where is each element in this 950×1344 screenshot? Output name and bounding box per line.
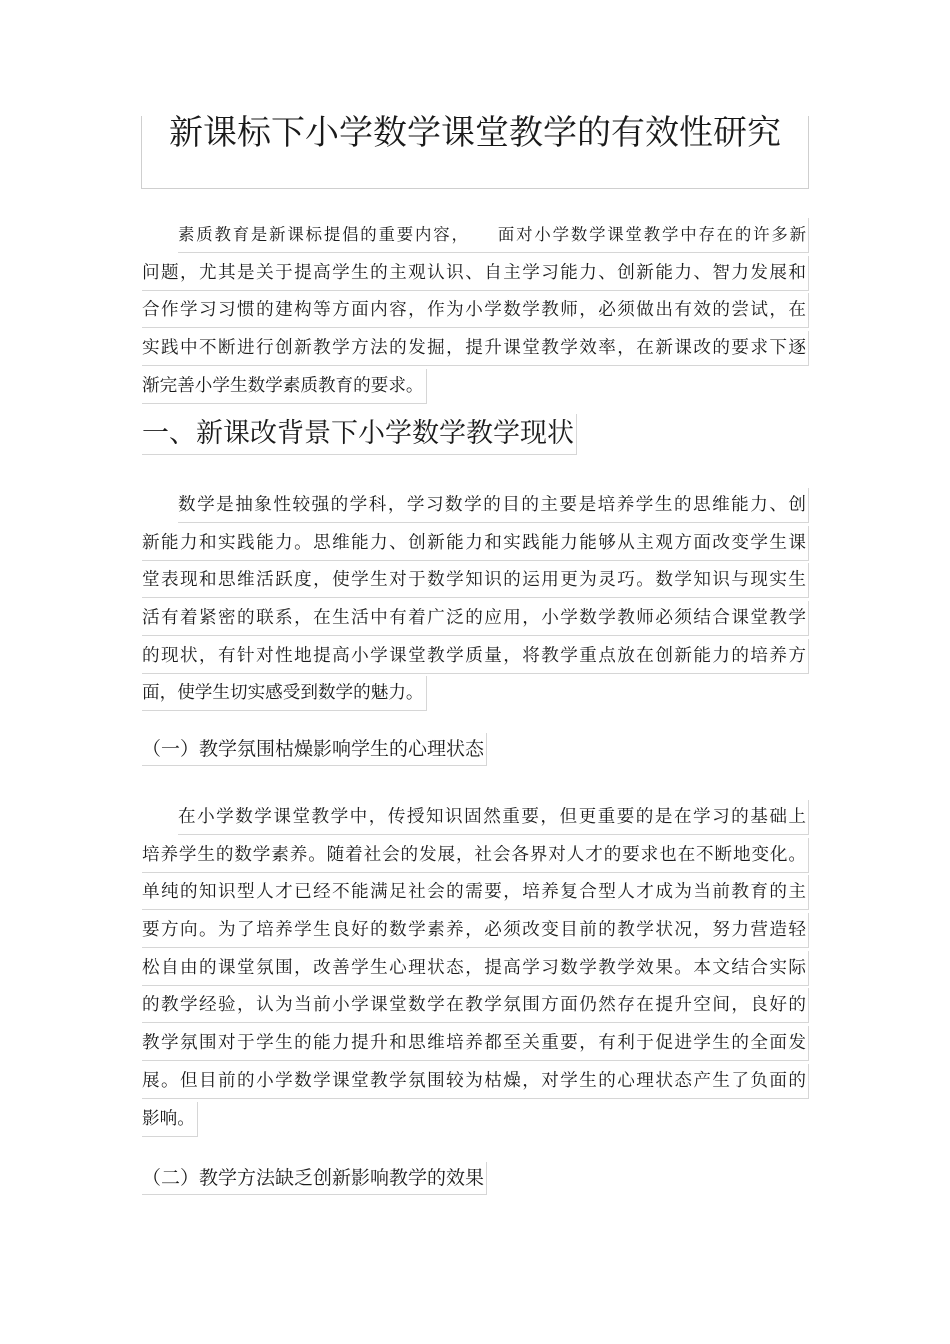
paragraph-line: 活有着紧密的联系，在生活中有着广泛的应用，小学数学教师必须结合课堂教学 bbox=[142, 601, 808, 639]
paragraph-line: 在小学数学课堂教学中，传授知识固然重要，但更重要的是在学习的基础上 bbox=[142, 800, 808, 838]
subsection1-paragraph bbox=[142, 800, 808, 1139]
paragraph-line: 教学氛围对于学生的能力提升和思维培养都至关重要，有利于促进学生的全面发 bbox=[142, 1026, 808, 1064]
paragraph-line: 实践中不断进行创新教学方法的发掘，提升课堂教学效率，在新课改的要求下逐 bbox=[142, 331, 808, 369]
document-title: 新课标下小学数学课堂教学的有效性研究 bbox=[169, 113, 781, 153]
paragraph-line: 合作学习习惯的建构等方面内容，作为小学数学教师，必须做出有效的尝试，在 bbox=[142, 293, 808, 331]
paragraph-line: 新能力和实践能力。思维能力、创新能力和实践能力能够从主观方面改变学生课 bbox=[142, 526, 808, 564]
intro-paragraph bbox=[142, 218, 808, 406]
paragraph-line: 的教学经验，认为当前小学课堂数学在教学氛围方面仍然存在提升空间，良好的 bbox=[142, 988, 808, 1026]
subsection-heading: （一）教学氛围枯燥影响学生的心理状态 bbox=[142, 733, 487, 766]
paragraph-line: 影响。 bbox=[142, 1102, 808, 1140]
paragraph-line: 的现状，有针对性地提高小学课堂教学质量，将教学重点放在创新能力的培养方 bbox=[142, 639, 808, 677]
paragraph-line: 松自由的课堂氛围，改善学生心理状态，提高学习数学教学效果。本文结合实际 bbox=[142, 951, 808, 989]
paragraph-line: 渐完善小学生数学素质教育的要求。 bbox=[142, 369, 808, 407]
paragraph-line: 素质教育是新课标提倡的重要内容， 面对小学数学课堂教学中存在的许多新 bbox=[142, 218, 808, 256]
paragraph-line: 堂表现和思维活跃度，使学生对于数学知识的运用更为灵巧。数学知识与现实生 bbox=[142, 563, 808, 601]
section-heading: 一、新课改背景下小学数学教学现状 bbox=[142, 414, 577, 455]
paragraph-line: 数学是抽象性较强的学科，学习数学的目的主要是培养学生的思维能力、创 bbox=[142, 488, 808, 526]
paragraph-line: 展。但目前的小学数学课堂教学氛围较为枯燥，对学生的心理状态产生了负面的 bbox=[142, 1064, 808, 1102]
paragraph-line: 单纯的知识型人才已经不能满足社会的需要，培养复合型人才成为当前教育的主 bbox=[142, 875, 808, 913]
paragraph-line: 问题，尤其是关于提高学生的主观认识、自主学习能力、创新能力、智力发展和 bbox=[142, 256, 808, 294]
paragraph-line: 面，使学生切实感受到数学的魅力。 bbox=[142, 676, 808, 714]
paragraph-line: 培养学生的数学素养。随着社会的发展，社会各界对人才的要求也在不断地变化。 bbox=[142, 838, 808, 876]
section1-paragraph bbox=[142, 488, 808, 714]
subsection-heading: （二）教学方法缺乏创新影响教学的效果 bbox=[142, 1162, 487, 1195]
paragraph-line: 要方向。为了培养学生良好的数学素养，必须改变目前的教学状况，努力营造轻 bbox=[142, 913, 808, 951]
